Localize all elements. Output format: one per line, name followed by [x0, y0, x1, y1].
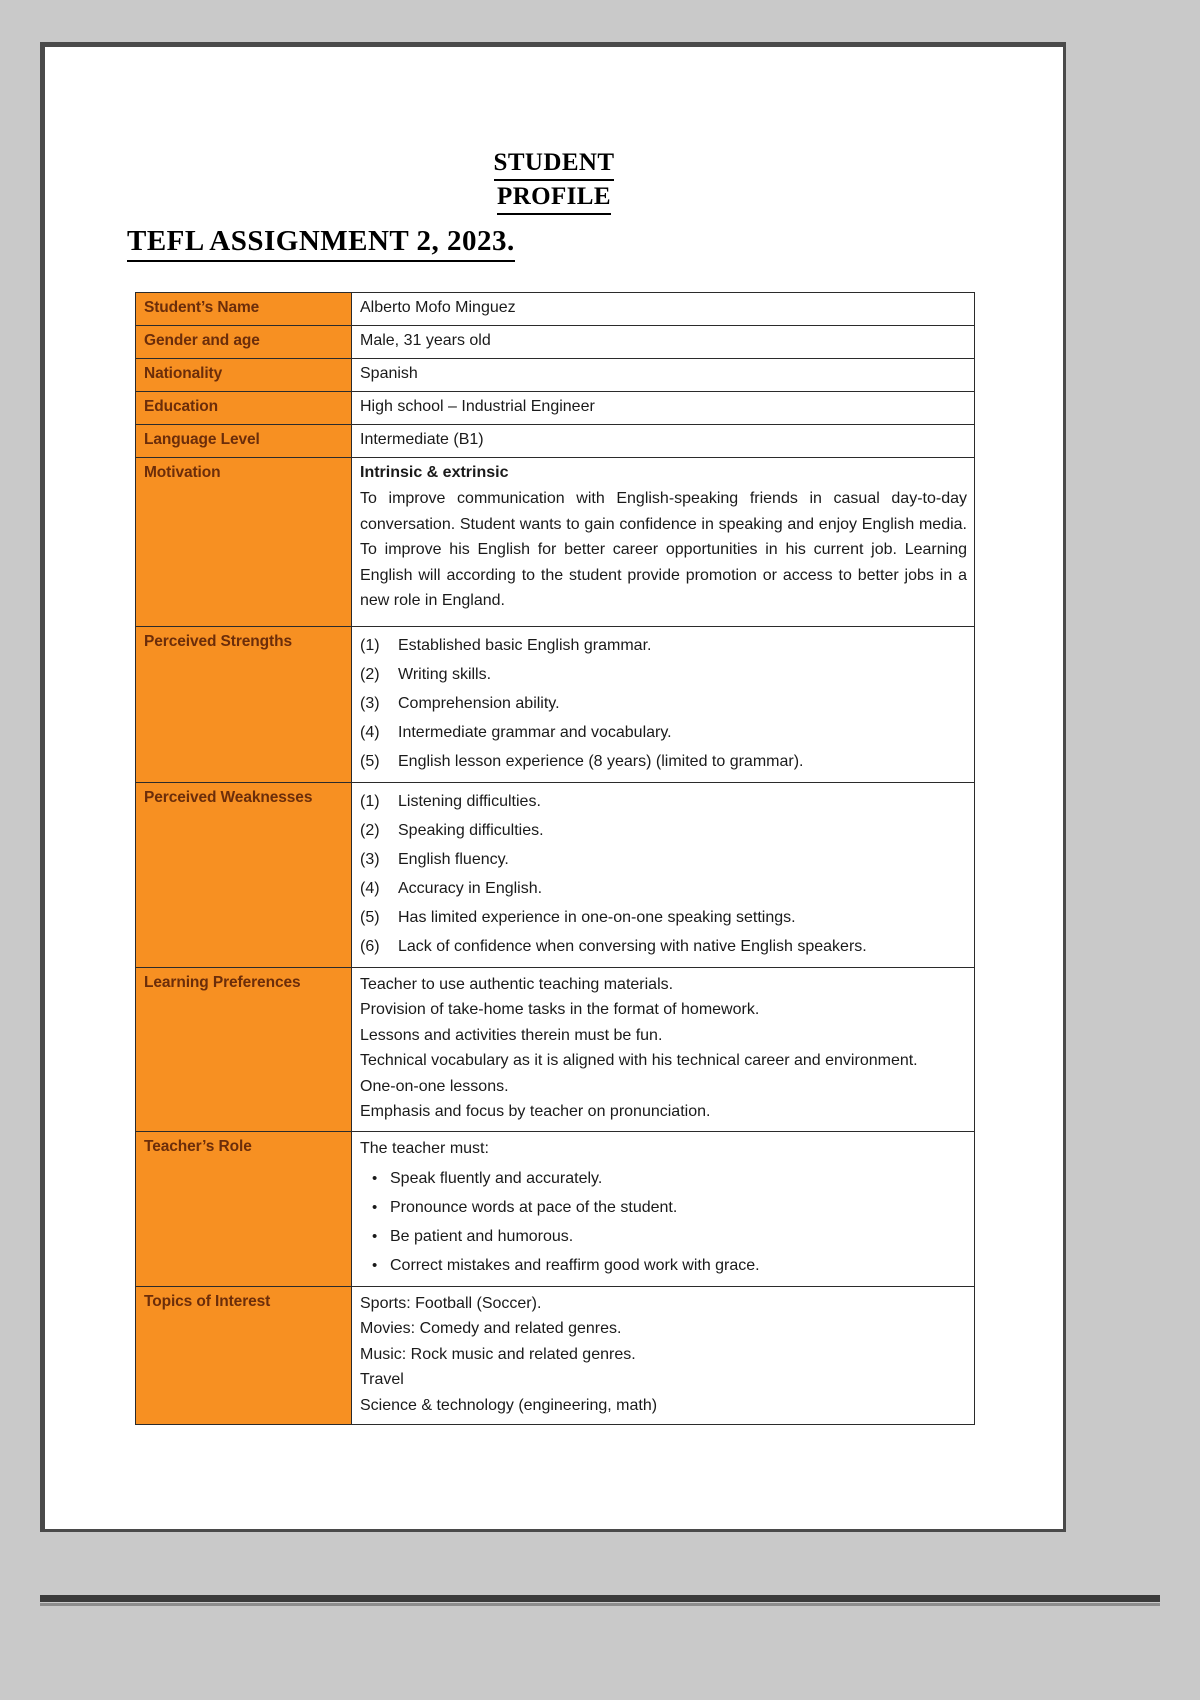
row-label-language-level: Language Level	[136, 425, 352, 458]
list-item: Sports: Football (Soccer).	[360, 1294, 542, 1312]
item-number: (3)	[360, 694, 380, 712]
list-item	[360, 816, 967, 845]
item-number: (3)	[360, 850, 380, 868]
motivation-paragraph: To improve communication with English-speaking friends in casual day-to-day conversation. Student wants to gain confidence in speaking and enjoy English media. To improve his English for better career opportunities in his current job. Learning English will according to the student provide promotion or access to better jobs in a new role in England.	[360, 490, 967, 609]
item-number: (1)	[360, 636, 380, 654]
list-item	[360, 845, 967, 874]
strengths-list	[360, 631, 967, 776]
table-row-student-name	[136, 293, 975, 326]
row-value-student-name: Alberto Mofo Minguez	[352, 293, 975, 326]
item-text: Intermediate grammar and vocabulary.	[398, 723, 672, 741]
item-text: Listening difficulties.	[398, 792, 541, 810]
row-value-gender-age: Male, 31 years old	[352, 326, 975, 359]
list-item: Emphasis and focus by teacher on pronunciation.	[360, 1103, 711, 1120]
row-value-nationality: Spanish	[352, 359, 975, 392]
table-row-nationality	[136, 359, 975, 392]
list-item	[360, 932, 967, 961]
teachers-role-intro: The teacher must:	[360, 1139, 489, 1157]
list-item	[360, 631, 967, 660]
student-profile-table	[135, 292, 975, 1425]
teachers-role-list	[360, 1164, 967, 1280]
list-item: Lessons and activities therein must be fun.	[360, 1026, 663, 1044]
page-title-student	[45, 147, 1063, 181]
item-text: Speaking difficulties.	[398, 821, 544, 839]
item-text: Accuracy in English.	[398, 879, 543, 897]
row-label-teachers-role: Teacher’s Role	[136, 1131, 352, 1286]
scan-edge-bottom	[40, 1595, 1160, 1602]
list-item	[360, 747, 967, 776]
row-value-education: High school – Industrial Engineer	[352, 392, 975, 425]
row-value-strengths	[352, 626, 975, 782]
row-label-student-name: Student’s Name	[136, 293, 352, 326]
item-text: English lesson experience (8 years) (limited to grammar).	[398, 752, 804, 770]
item-number: (4)	[360, 879, 380, 897]
list-item: Technical vocabulary as it is aligned with his technical career and environment.	[360, 1052, 918, 1069]
table-row-learning-preferences	[136, 967, 975, 1131]
list-item	[360, 689, 967, 718]
learning-preferences-list	[360, 972, 967, 1125]
row-label-education: Education	[136, 392, 352, 425]
list-item	[360, 903, 967, 932]
list-item: Science & technology (engineering, math)	[360, 1396, 658, 1414]
item-number: (2)	[360, 665, 380, 683]
list-item	[360, 874, 967, 903]
item-number: (4)	[360, 723, 380, 741]
row-label-strengths: Perceived Strengths	[136, 626, 352, 782]
item-text: Writing skills.	[398, 665, 492, 683]
list-item: Travel	[360, 1371, 404, 1388]
row-value-learning-preferences	[352, 967, 975, 1131]
row-label-nationality: Nationality	[136, 359, 352, 392]
list-item: • Speak fluently and accurately.	[360, 1164, 967, 1193]
scan-edge-bottom-light	[40, 1603, 1160, 1606]
row-value-motivation	[352, 458, 975, 627]
list-item	[360, 718, 967, 747]
list-item: Provision of take-home tasks in the format of homework.	[360, 1001, 760, 1018]
item-text: Has limited experience in one-on-one speaking settings.	[398, 908, 796, 926]
list-item: • Pronounce words at pace of the student.	[360, 1193, 967, 1222]
item-number: (1)	[360, 792, 380, 810]
list-item: • Correct mistakes and reaffirm good work with grace.	[360, 1251, 967, 1280]
list-item: • Be patient and humorous.	[360, 1222, 967, 1251]
item-number: (6)	[360, 937, 380, 955]
list-item: Music: Rock music and related genres.	[360, 1345, 636, 1363]
page-title-line1: STUDENT	[494, 147, 615, 181]
item-number: (2)	[360, 821, 380, 839]
item-number: (5)	[360, 752, 380, 770]
table-row-gender-age	[136, 326, 975, 359]
table-row-weaknesses	[136, 782, 975, 967]
page-title-line2: PROFILE	[497, 181, 611, 215]
list-item: Movies: Comedy and related genres.	[360, 1320, 622, 1337]
table-row-teachers-role	[136, 1131, 975, 1286]
row-value-topics-of-interest	[352, 1286, 975, 1425]
motivation-subheading: Intrinsic & extrinsic	[360, 464, 509, 481]
row-label-weaknesses: Perceived Weaknesses	[136, 782, 352, 967]
row-label-motivation: Motivation	[136, 458, 352, 627]
document-heading	[45, 147, 1063, 262]
list-item: One-on-one lessons.	[360, 1077, 509, 1095]
assignment-title-text: TEFL ASSIGNMENT 2, 2023.	[127, 223, 515, 262]
topics-of-interest-list	[360, 1291, 967, 1419]
list-item	[360, 787, 967, 816]
item-text: Comprehension ability.	[398, 694, 560, 712]
list-item: Teacher to use authentic teaching materials.	[360, 975, 674, 993]
item-text: Established basic English grammar.	[398, 636, 652, 654]
table-row-strengths	[136, 626, 975, 782]
assignment-title	[45, 223, 1063, 262]
table-row-motivation	[136, 458, 975, 627]
weaknesses-list	[360, 787, 967, 961]
row-value-weaknesses	[352, 782, 975, 967]
row-label-learning-preferences: Learning Preferences	[136, 967, 352, 1131]
row-label-topics-of-interest: Topics of Interest	[136, 1286, 352, 1425]
item-text: Lack of confidence when conversing with native English speakers.	[398, 937, 867, 955]
item-number: (5)	[360, 908, 380, 926]
table-row-topics-of-interest	[136, 1286, 975, 1425]
page-title-profile	[45, 181, 1063, 215]
list-item	[360, 660, 967, 689]
table-row-education	[136, 392, 975, 425]
item-text: English fluency.	[398, 850, 509, 868]
row-value-teachers-role	[352, 1131, 975, 1286]
table-row-language-level	[136, 425, 975, 458]
row-label-gender-age: Gender and age	[136, 326, 352, 359]
document-page	[45, 47, 1063, 1529]
row-value-language-level: Intermediate (B1)	[352, 425, 975, 458]
